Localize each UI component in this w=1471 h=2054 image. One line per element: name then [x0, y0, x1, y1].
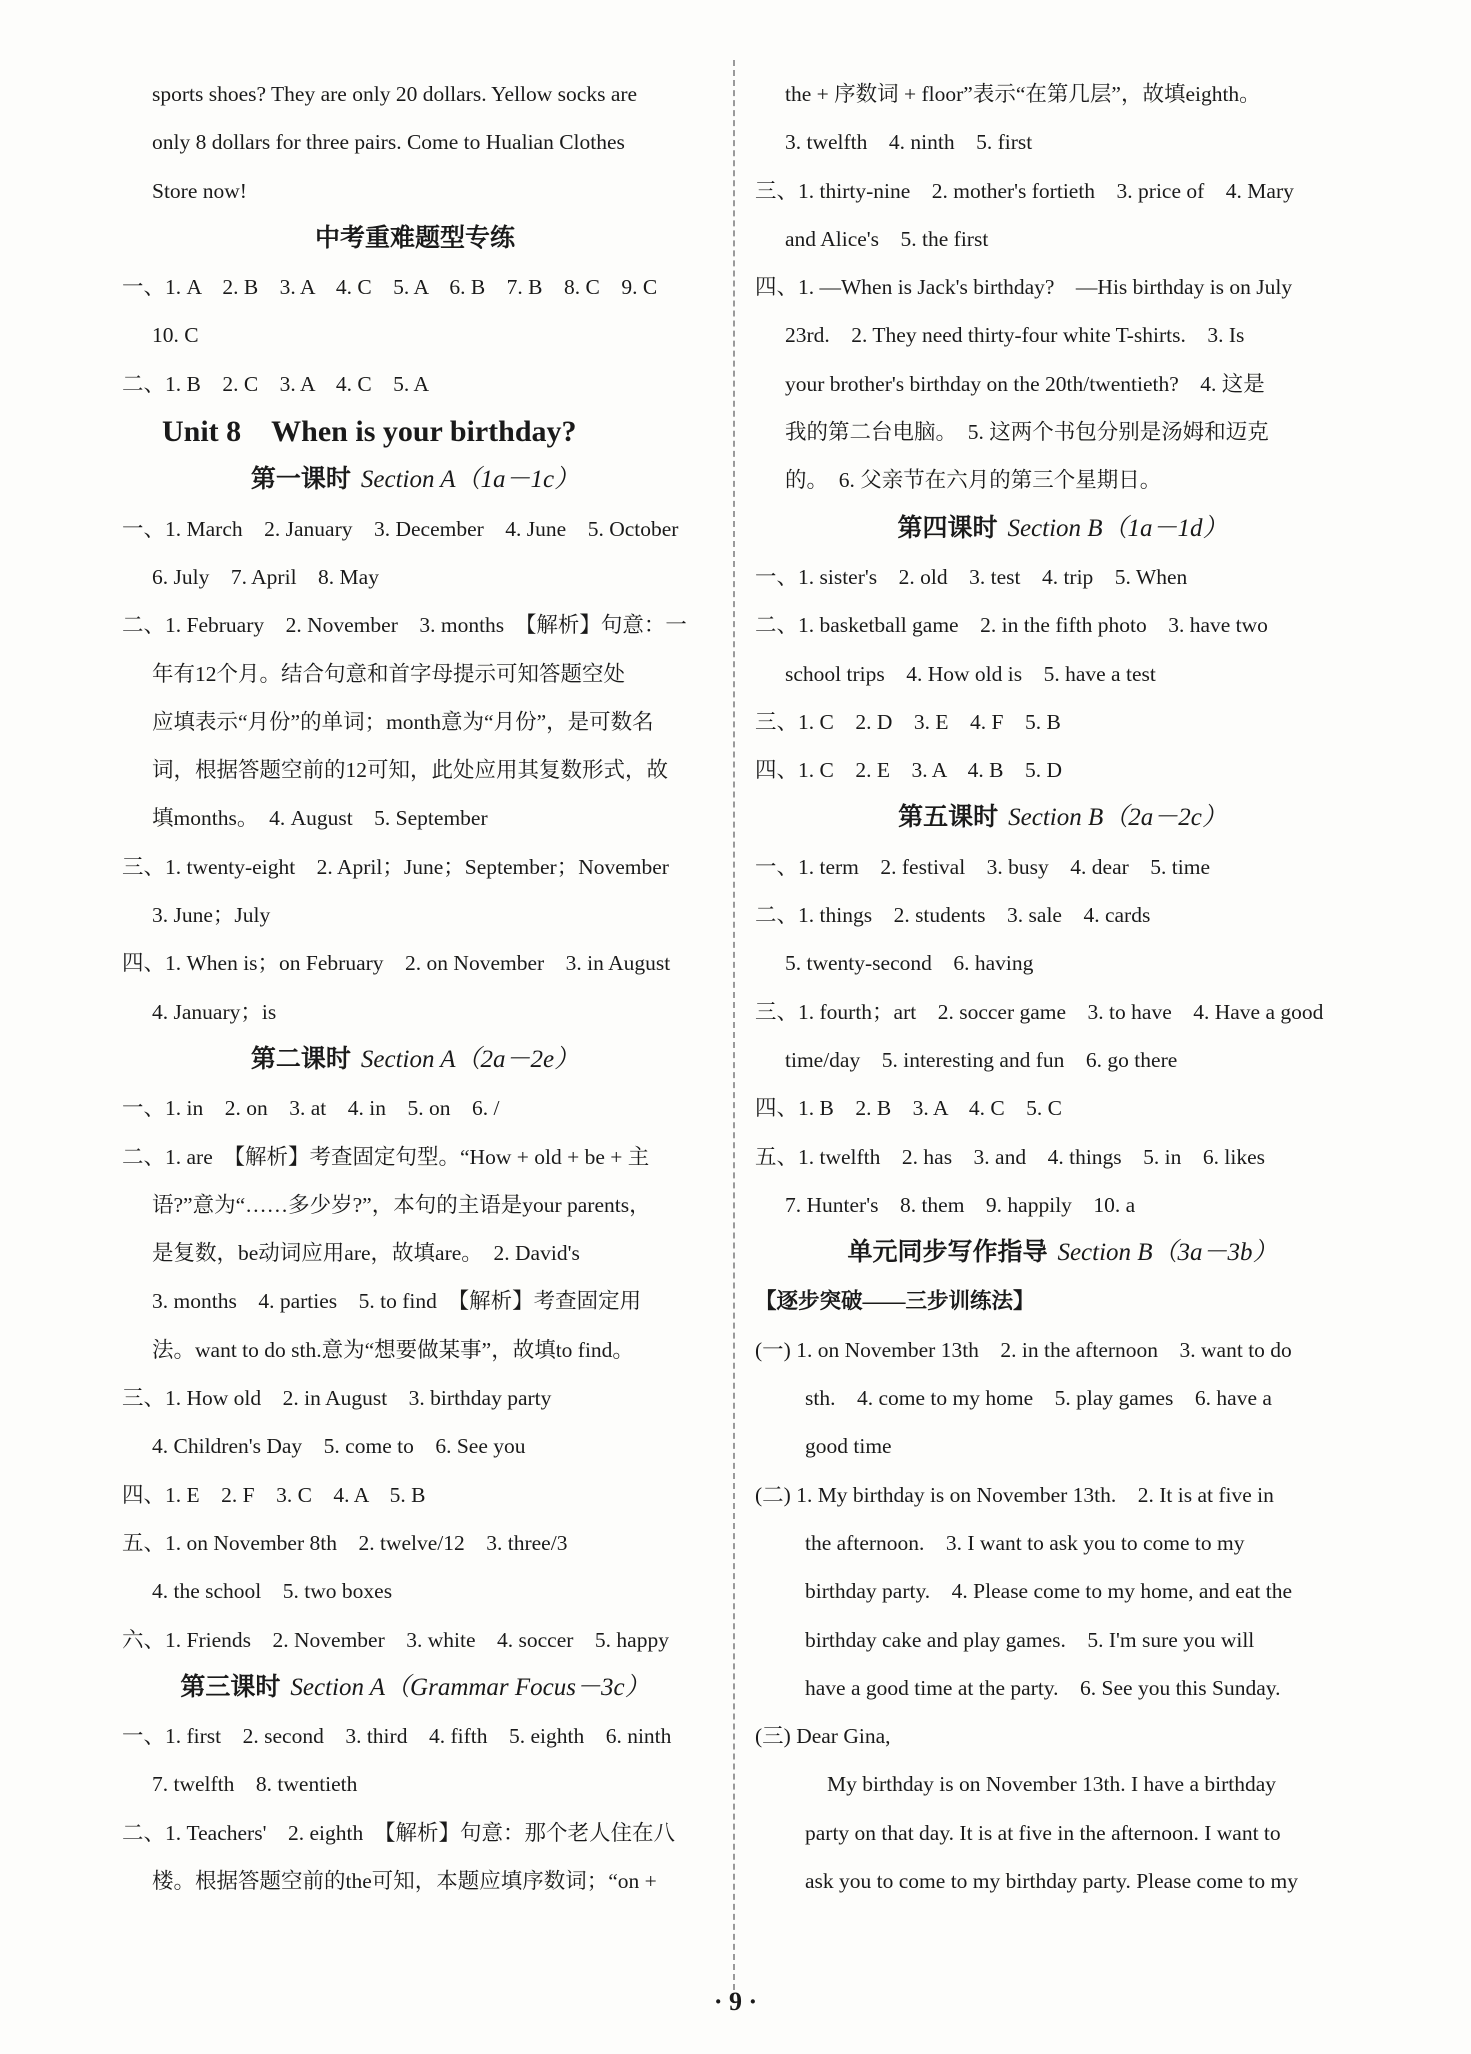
left-answer-line: 7. twelfth 8. twentieth [152, 1772, 358, 1797]
right-answer-line: 5. twenty-second 6. having [785, 951, 1034, 976]
left-answer-line: 应填表示“月份”的单词；month意为“月份”，是可数名 [152, 709, 654, 734]
section-heading-title: 第五课时 [898, 804, 999, 832]
right-answer-line: 23rd. 2. They need thirty-four white T-shirts. 3. Is [785, 323, 1245, 348]
left-answer-line: 一、1. in 2. on 3. at 4. in 5. on 6. / [122, 1096, 500, 1121]
section-heading-title: 中考重难题型专练 [314, 224, 515, 252]
left-answer-line: 二、1. B 2. C 3. A 4. C 5. A [122, 371, 430, 396]
right-answer-line: (二) 1. My birthday is on November 13th. 2. It is at five in [755, 1482, 1274, 1507]
right-answer-line: 四、1. B 2. B 3. A 4. C 5. C [755, 1096, 1063, 1121]
section-heading-subtitle: Section B（1a－1d） [1007, 514, 1228, 542]
right-answer-line: 三、1. C 2. D 3. E 4. F 5. B [755, 709, 1061, 734]
section-heading [755, 1229, 1370, 1277]
section-heading-subtitle: Section A（2a－2e） [360, 1045, 580, 1073]
section-heading-subtitle: Section A（1a－1c） [360, 466, 580, 494]
right-answer-line: time/day 5. interesting and fun 6. go there [785, 1047, 1178, 1072]
left-answer-line: 4. January；is [152, 999, 277, 1024]
right-answer-line: the afternoon. 3. I want to ask you to come to my [805, 1530, 1245, 1555]
right-answer-line: My birthday is on November 13th. I have a birthday [827, 1772, 1277, 1797]
right-answer-line: 二、1. things 2. students 3. sale 4. cards [755, 903, 1151, 928]
left-answer-line: 二、1. Teachers' 2. eighth 【解析】句意：那个老人住在八 [122, 1820, 675, 1845]
left-answer-line: 是复数，be动词应用are，故填are。 2. David's [152, 1241, 580, 1266]
left-column [122, 70, 708, 1905]
left-answer-line: sports shoes? They are only 20 dollars. Yellow socks are [152, 82, 638, 106]
left-answer-line: 二、1. February 2. November 3. months 【解析】句意：一 [122, 613, 687, 638]
left-answer-line: 10. C [152, 323, 199, 348]
left-answer-line: 三、1. How old 2. in August 3. birthday party [122, 1386, 552, 1411]
right-answer-line: party on that day. It is at five in the afternoon. I want to [805, 1820, 1281, 1845]
left-answer-line: 年有12个月。结合句意和首字母提示可知答题空处 [152, 661, 626, 686]
right-answer-line: ask you to come to my birthday party. Please come to my [805, 1868, 1298, 1893]
section-heading-title: 第一课时 [250, 466, 351, 494]
left-answer-line: 填months。 4. August 5. September [152, 806, 488, 831]
section-heading [122, 1036, 708, 1084]
section-heading-title: 第四课时 [897, 514, 998, 542]
right-answer-line: sth. 4. come to my home 5. play games 6. have a [805, 1386, 1272, 1411]
right-answer-line: and Alice's 5. the first [785, 226, 989, 251]
section-heading-title: 第三课时 [180, 1673, 281, 1701]
left-answer-line: 五、1. on November 8th 2. twelve/12 3. three/3 [122, 1530, 568, 1555]
right-answer-line: 三、1. fourth；art 2. soccer game 3. to have 4. Have a good [755, 999, 1324, 1024]
right-answer-line: 的。 6. 父亲节在六月的第三个星期日。 [785, 468, 1162, 493]
right-answer-line: (三) Dear Gina, [755, 1724, 891, 1749]
left-answer-line: 楼。根据答题空前的the可知，本题应填序数词；“on + [152, 1868, 657, 1893]
left-answer-line: 4. Children's Day 5. come to 6. See you [152, 1434, 526, 1459]
right-answer-line: good time [805, 1434, 892, 1459]
left-answer-line: 三、1. twenty-eight 2. April；June；September；November [122, 854, 669, 879]
section-heading-subtitle: Section A（Grammar Focus－3c） [290, 1673, 650, 1701]
section-heading-title: 单元同步写作指导 [847, 1239, 1048, 1267]
right-answer-line: 五、1. twelfth 2. has 3. and 4. things 5. in 6. likes [755, 1144, 1265, 1169]
column-divider [733, 60, 735, 1990]
left-answer-line: 语?”意为“……多少岁?”，本句的主语是your parents， [152, 1192, 651, 1217]
right-answer-line: 3. twelfth 4. ninth 5. first [785, 130, 1033, 155]
section-heading [755, 505, 1370, 553]
section-heading-title: 第二课时 [250, 1045, 351, 1073]
left-answer-line: 一、1. first 2. second 3. third 4. fifth 5. eighth 6. ninth [122, 1724, 672, 1749]
right-answer-line: 二、1. basketball game 2. in the fifth photo 3. have two [755, 613, 1268, 638]
section-heading [755, 794, 1370, 842]
left-answer-line: 一、1. A 2. B 3. A 4. C 5. A 6. B 7. B 8. C 9. C [122, 275, 658, 300]
right-answer-line: 一、1. term 2. festival 3. busy 4. dear 5. time [755, 854, 1211, 879]
left-answer-line: 四、1. When is；on February 2. on November 3. in August [122, 951, 671, 976]
right-answer-line: the + 序数词 + floor”表示“在第几层”，故填eighth。 [785, 82, 1261, 106]
left-answer-line: 4. the school 5. two boxes [152, 1579, 393, 1604]
right-answer-line: have a good time at the party. 6. See you this Sunday. [805, 1675, 1281, 1700]
right-answer-line: school trips 4. How old is 5. have a test [785, 661, 1156, 686]
left-answer-line: 四、1. E 2. F 3. C 4. A 5. B [122, 1482, 426, 1507]
right-answer-line: 7. Hunter's 8. them 9. happily 10. a [785, 1192, 1136, 1217]
left-answer-line: 一、1. March 2. January 3. December 4. June 5. October [122, 516, 679, 541]
left-answer-line: 六、1. Friends 2. November 3. white 4. soccer 5. happy [122, 1627, 669, 1652]
left-answer-line: 词，根据答题空前的12可知，此处应用其复数形式，故 [152, 758, 669, 783]
left-answer-line: 3. months 4. parties 5. to find 【解析】考查固定用 [152, 1289, 642, 1314]
right-answer-line: birthday cake and play games. 5. I'm sure you will [805, 1627, 1255, 1652]
left-answer-line: only 8 dollars for three pairs. Come to Hualian Clothes [152, 130, 625, 155]
section-heading-subtitle: Section B（3a－3b） [1057, 1239, 1278, 1267]
left-answer-line: 二、1. are 【解析】考查固定句型。“How + old + be + 主 [122, 1144, 650, 1169]
left-answer-line: 6. July 7. April 8. May [152, 564, 379, 589]
left-answer-line: 法。want to do sth.意为“想要做某事”，故填to find。 [152, 1337, 634, 1362]
right-answer-line: your brother's birthday on the 20th/twentieth? 4. 这是 [785, 371, 1265, 396]
section-heading [122, 1664, 708, 1712]
right-answer-line: 四、1. C 2. E 3. A 4. B 5. D [755, 758, 1062, 783]
sub-heading: 【逐步突破——三步训练法】 [755, 1289, 1035, 1314]
section-heading-subtitle: Section B（2a－2c） [1008, 804, 1227, 832]
right-answer-line: birthday party. 4. Please come to my home, and eat the [805, 1579, 1292, 1604]
left-answer-line: 3. June；July [152, 903, 271, 928]
right-answer-line: 三、1. thirty-nine 2. mother's fortieth 3. price of 4. Mary [755, 178, 1294, 203]
right-answer-line: 我的第二台电脑。 5. 这两个书包分别是汤姆和迈克 [785, 420, 1269, 445]
right-answer-line: 四、1. —When is Jack's birthday? —His birthday is on July [755, 275, 1293, 300]
section-heading [122, 215, 708, 263]
unit-title: Unit 8 When is your birthday? [162, 415, 577, 449]
page-number: · 9 · [713, 1987, 758, 2016]
right-answer-line: 一、1. sister's 2. old 3. test 4. trip 5. When [755, 564, 1188, 589]
right-answer-line: (一) 1. on November 13th 2. in the afternoon 3. want to do [755, 1337, 1292, 1362]
left-answer-line: Store now! [152, 178, 247, 203]
right-column [755, 70, 1370, 1905]
section-heading [122, 456, 708, 504]
